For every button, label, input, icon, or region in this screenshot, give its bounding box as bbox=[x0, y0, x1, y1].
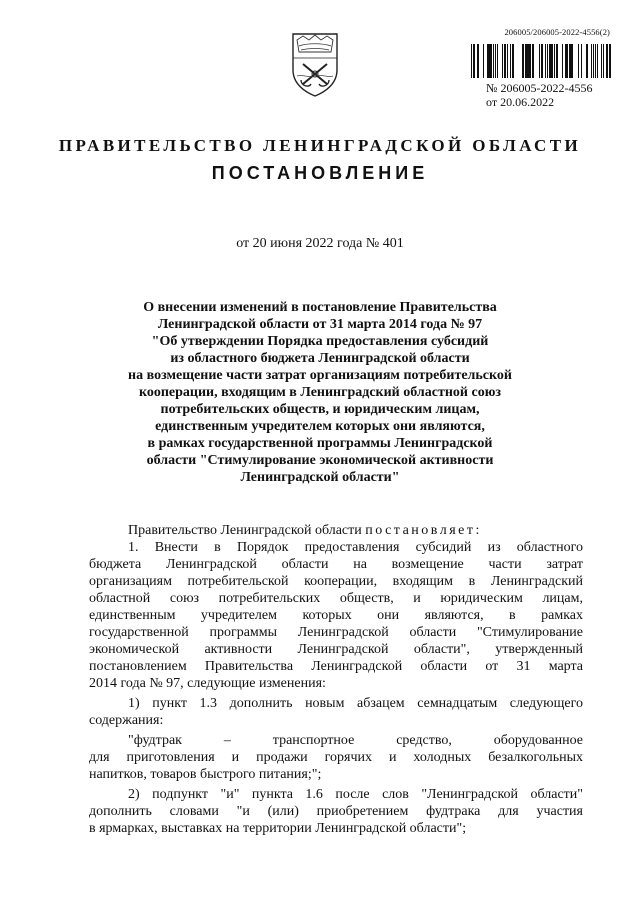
definition-line: для приготовления и продажи горячих и холодных безалкогольных bbox=[89, 750, 583, 765]
paragraph-1-line: организациям потребительской кооперации, входящим в Ленинградский bbox=[89, 574, 583, 589]
resolution-title bbox=[110, 299, 530, 486]
title-line: Ленинградской области от 31 марта 2014 года № 97 bbox=[157, 317, 483, 332]
paragraph-3-line: дополнить словами "и (или) приобретением фудтрака для участия bbox=[89, 804, 583, 819]
registration-block bbox=[486, 81, 592, 109]
paragraph-2-line: содержания: bbox=[89, 713, 164, 728]
title-line: потребительских обществ, и юридическим лицам, bbox=[160, 402, 480, 417]
title-line: кооперации, входящим в Ленинградский областной союз bbox=[138, 385, 502, 400]
title-line: из областного бюджета Ленинградской области bbox=[170, 351, 470, 366]
document-type: ПОСТАНОВЛЕНИЕ bbox=[211, 163, 429, 183]
title-line: О внесении изменений в постановление Правительства bbox=[143, 300, 497, 315]
definition-line: "фудтрак – транспортное средство, оборудованное bbox=[128, 733, 583, 748]
resolution-date-number: от 20 июня 2022 года № 401 bbox=[236, 236, 404, 251]
resolution-body bbox=[89, 522, 583, 837]
coat-of-arms-icon bbox=[287, 30, 343, 98]
registration-number: № 206005-2022-4556 bbox=[486, 81, 593, 95]
government-name: ПРАВИТЕЛЬСТВО ЛЕНИНГРАДСКОЙ ОБЛАСТИ bbox=[58, 136, 582, 155]
paragraph-1-line: областной союз потребительских обществ, и юридическим лицам, bbox=[89, 591, 583, 606]
paragraph-1-line: бюджета Ленинградской области на возмещение части затрат bbox=[89, 557, 583, 572]
doc-code-top: 206005/206005-2022-4556(2) bbox=[504, 27, 610, 37]
preamble-verb: постановляет: bbox=[365, 523, 482, 538]
title-line: единственным учредителем которых они являются, bbox=[155, 419, 485, 434]
paragraph-1-line: 2014 года № 97, следующие изменения: bbox=[89, 676, 326, 691]
title-line: "Об утверждении Порядка предоставления субсидий bbox=[151, 334, 489, 349]
paragraph-1-line: экономической активности Ленинградской области", утвержденный bbox=[89, 642, 583, 657]
paragraph-1-line: 1. Внести в Порядок предоставления субсидий из областного bbox=[128, 540, 583, 555]
definition-line: напитков, товаров быстрого питания;"; bbox=[89, 767, 322, 782]
title-line: в рамках государственной программы Ленинградской bbox=[147, 436, 493, 451]
title-line: Ленинградской области" bbox=[240, 470, 400, 485]
paragraph-2-line: 1) пункт 1.3 дополнить новым абзацем семнадцатым следующего bbox=[128, 696, 583, 711]
registration-date: от 20.06.2022 bbox=[486, 95, 555, 109]
paragraph-1-line: единственным учредителем которых они являются, в рамках bbox=[89, 608, 583, 623]
preamble-prefix: Правительство Ленинградской области bbox=[128, 523, 362, 538]
barcode bbox=[471, 44, 611, 78]
paragraph-1-line: постановлением Правительства Ленинградской области от 31 марта bbox=[89, 659, 583, 674]
preamble bbox=[89, 522, 583, 539]
paragraph-3-line: в ярмарках, выставках на территории Ленинградской области"; bbox=[89, 821, 467, 836]
paragraph-1-line: государственной программы Ленинградской области "Стимулирование bbox=[89, 625, 583, 640]
title-line: на возмещение части затрат организациям потребительской bbox=[128, 368, 512, 383]
paragraph-3-line: 2) подпункт "и" пункта 1.6 после слов "Ленинградской области" bbox=[128, 787, 583, 802]
title-line: области "Стимулирование экономической активности bbox=[146, 453, 494, 468]
